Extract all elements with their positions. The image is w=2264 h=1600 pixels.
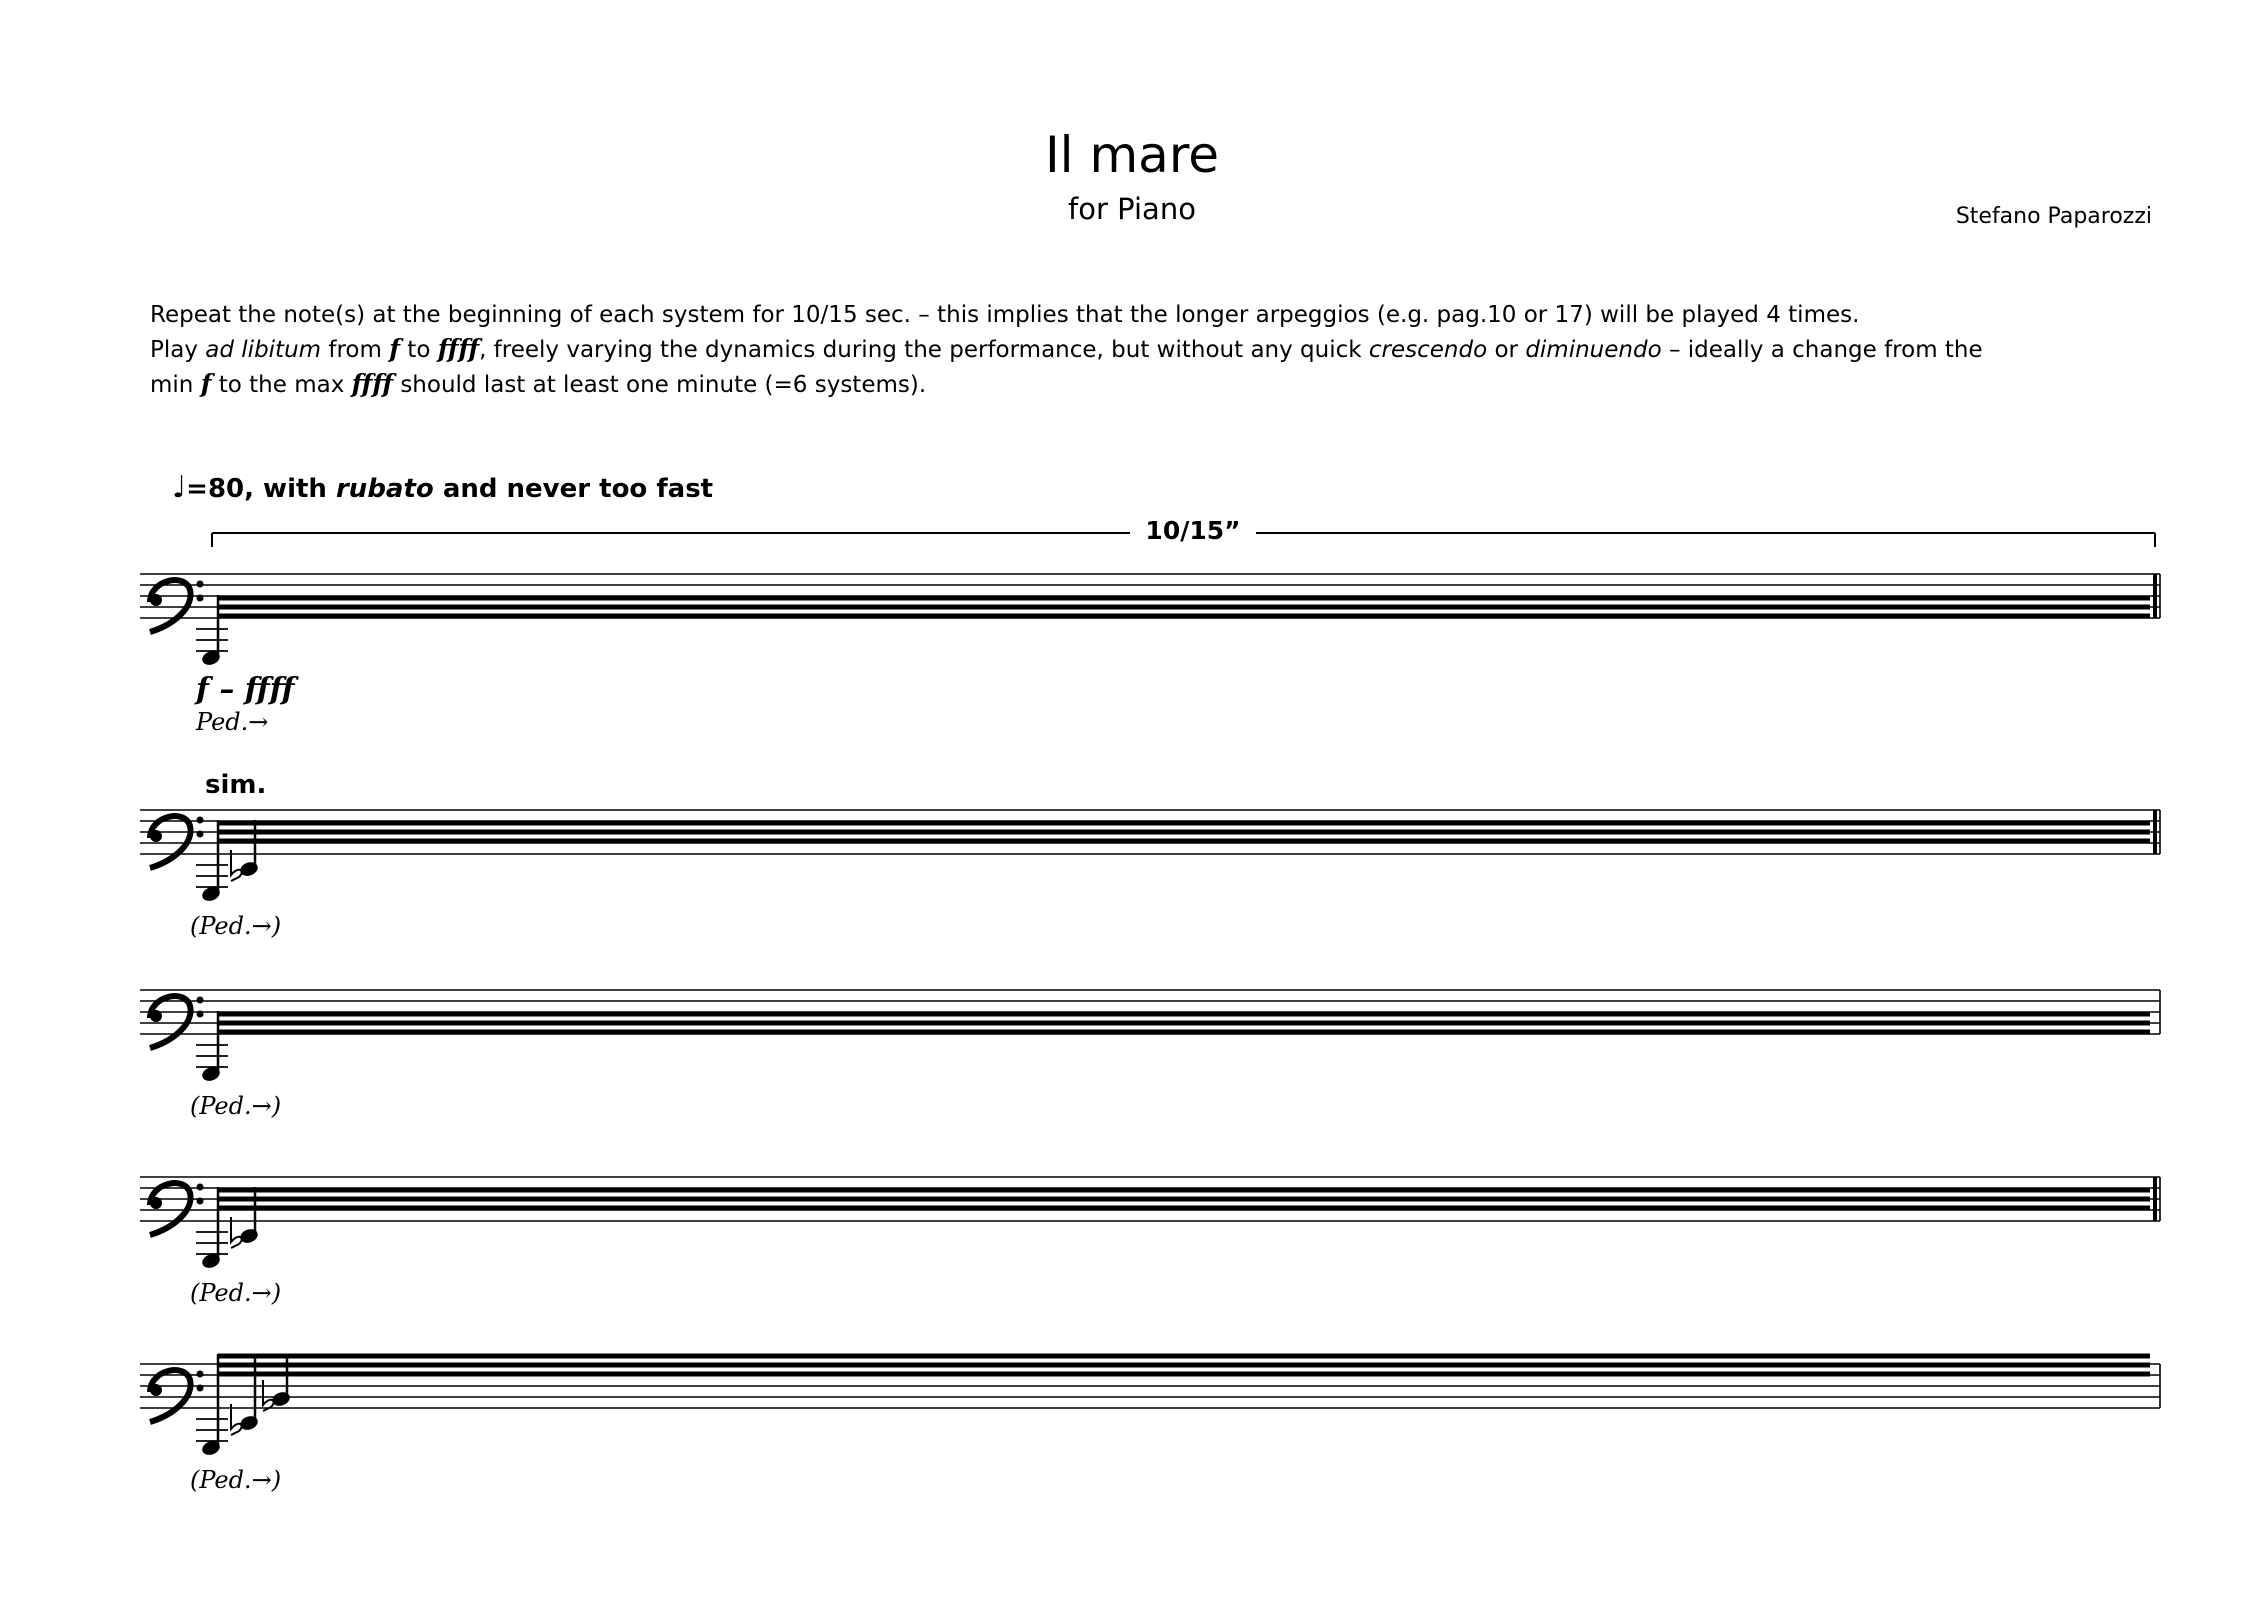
pedal-marking-sim: (Ped.→) (190, 912, 282, 940)
dynamic-f: f (200, 369, 212, 398)
pedal-marking: Ped.→ (196, 708, 269, 736)
dynamic-ffff: ffff (437, 334, 480, 363)
sim-marking: sim. (205, 770, 267, 800)
instr-text: from (321, 337, 390, 363)
system-4 (140, 1177, 2160, 1270)
tempo-text: and never too fast (433, 474, 714, 504)
bass-clef-icon (150, 996, 204, 1048)
system-5 (140, 1354, 2160, 1457)
instr-text: or (1487, 337, 1526, 363)
system-3 (140, 990, 2160, 1083)
dynamic-ffff: ffff (351, 369, 394, 398)
instr-text: to (399, 337, 438, 363)
system-2 (140, 810, 2160, 903)
quarter-note-icon: ♩ (172, 470, 187, 505)
dynamic-range: f – ffff (196, 672, 295, 707)
bass-clef-icon (150, 816, 204, 868)
instr-text: to the max (211, 372, 352, 398)
flat-icon (263, 1380, 274, 1411)
instr-italic: crescendo (1368, 337, 1488, 363)
composer-name: Stefano Paparozzi (1955, 204, 2152, 229)
duration-label: 10/15” (1130, 516, 1256, 545)
piece-title: Il mare (1044, 126, 1220, 184)
bass-clef-icon (150, 580, 204, 632)
pedal-marking-sim: (Ped.→) (190, 1092, 282, 1120)
instr-text: should last at least one minute (=6 systems). (393, 372, 927, 398)
instruction-line-1: Repeat the note(s) at the beginning of each system for 10/15 sec. – this implies that the longer arpeggios (e.g. pag.10 or 17) will be played 4 times. (150, 302, 1860, 328)
bass-clef-icon (150, 1183, 204, 1235)
instr-italic: diminuendo (1525, 337, 1662, 363)
instr-text: , freely varying the dynamics during the performance, but without any quick (479, 337, 1369, 363)
piece-subtitle: for Piano (1068, 192, 1196, 226)
pedal-marking-sim: (Ped.→) (190, 1466, 282, 1494)
tempo-text: =80, with (186, 474, 336, 504)
dynamic-f: f (389, 334, 400, 363)
instr-italic: ad libitum (205, 337, 322, 363)
instr-text: – ideally a change from the (1661, 337, 1983, 363)
bass-clef-icon (150, 1370, 204, 1422)
instr-text: min (150, 372, 201, 398)
tempo-italic: rubato (335, 474, 434, 504)
system-1 (140, 574, 2160, 667)
pedal-marking-sim: (Ped.→) (190, 1279, 282, 1307)
instr-text: Play (150, 337, 206, 363)
